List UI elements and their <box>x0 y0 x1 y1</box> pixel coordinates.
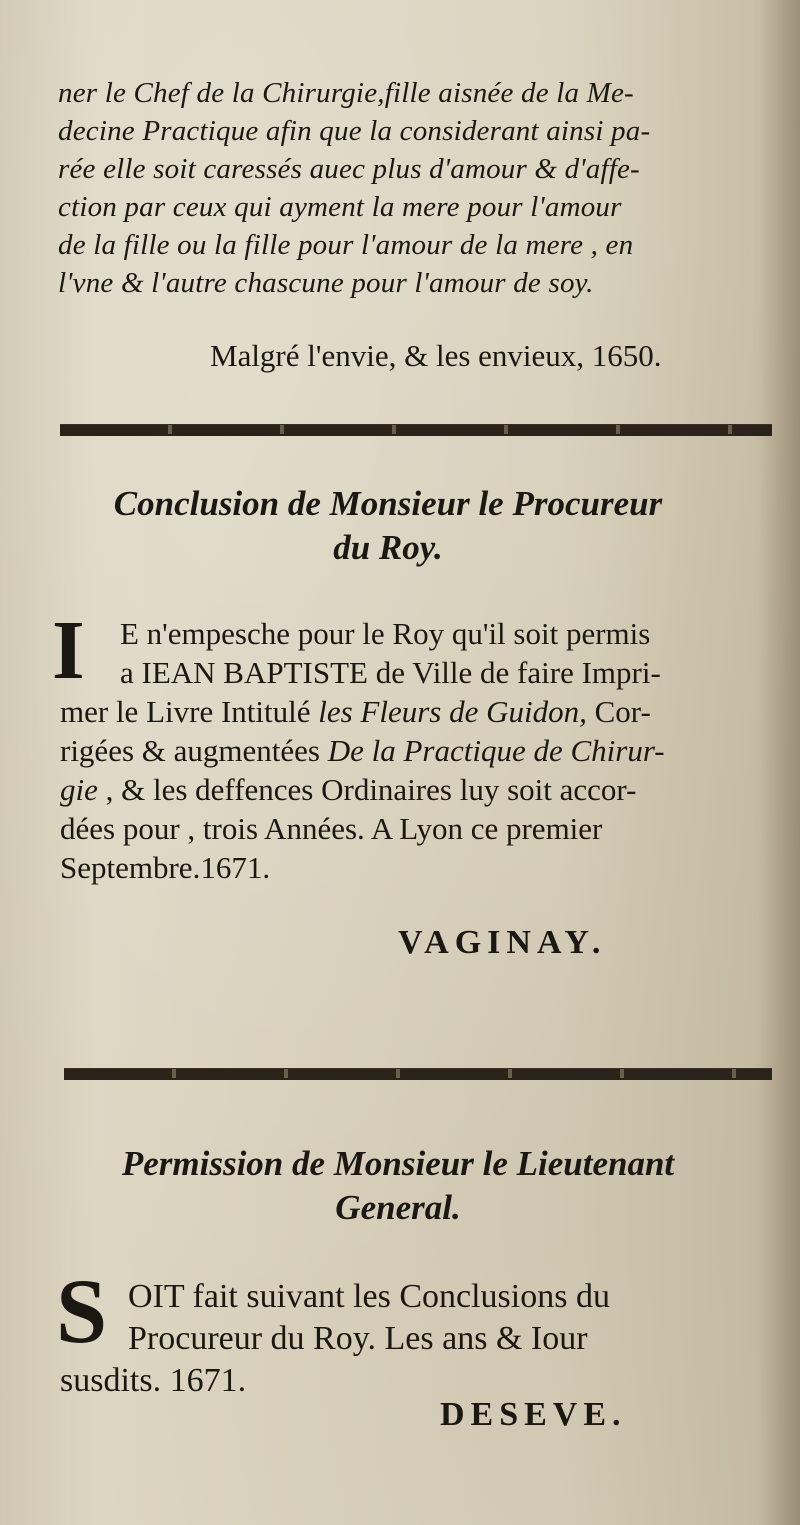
paragraph-line: a IEAN BAPTISTE de Ville de faire Impri- <box>120 655 661 690</box>
motto-line: Malgré l'envie, & les envieux, 1650. <box>210 338 662 373</box>
paragraph-line: ner le Chef de la Chirurgie,fille aisnée de la Me- <box>58 77 634 109</box>
permission-heading <box>0 1142 798 1230</box>
drop-cap-letter: I <box>52 604 85 697</box>
heading-line: Permission de Monsieur le Lieutenant <box>121 1144 675 1183</box>
paragraph-line: E n'empesche pour le Roy qu'il soit permis <box>120 616 651 651</box>
paragraph-line: l'vne & l'autre chascune pour l'amour de soy. <box>58 267 594 299</box>
top-italic-paragraph <box>58 74 773 302</box>
paragraph-line: Procureur du Roy. Les ans & Iour <box>128 1320 588 1357</box>
drop-cap-letter: S <box>56 1260 108 1362</box>
conclusion-paragraph <box>60 614 780 887</box>
signature-vaginay: VAGINAY. <box>398 924 607 961</box>
ornamental-rule <box>64 1068 772 1080</box>
paragraph-line: rigées & augmentées De la Practique de Chirur- <box>60 733 665 768</box>
paragraph-line: Septembre.1671. <box>60 850 271 885</box>
paragraph-line: dées pour , trois Années. A Lyon ce premier <box>60 811 603 846</box>
paragraph-line: rée elle soit caressés auec plus d'amour & d'affe- <box>58 153 640 185</box>
conclusion-heading <box>0 482 788 570</box>
heading-line: General. <box>335 1188 461 1227</box>
heading-line: du Roy. <box>333 528 443 567</box>
heading-line: Conclusion de Monsieur le Procureur <box>113 484 663 523</box>
paragraph-line: OIT fait suivant les Conclusions du <box>128 1278 610 1315</box>
paragraph-line: ction par ceux qui ayment la mere pour l'amour <box>58 191 622 223</box>
signature-deseve: DESEVE. <box>440 1396 627 1433</box>
paragraph-line: susdits. 1671. <box>60 1362 247 1399</box>
paragraph-line: decine Practique afin que la considerant ainsi pa- <box>58 115 651 147</box>
paragraph-line: gie , & les deffences Ordinaires luy soit accor- <box>60 772 637 807</box>
permission-paragraph <box>60 1276 780 1402</box>
paragraph-line: mer le Livre Intitulé les Fleurs de Guidon, Cor- <box>60 694 651 729</box>
paragraph-line: de la fille ou la fille pour l'amour de la mere , en <box>58 229 634 261</box>
ornamental-rule <box>60 424 772 436</box>
